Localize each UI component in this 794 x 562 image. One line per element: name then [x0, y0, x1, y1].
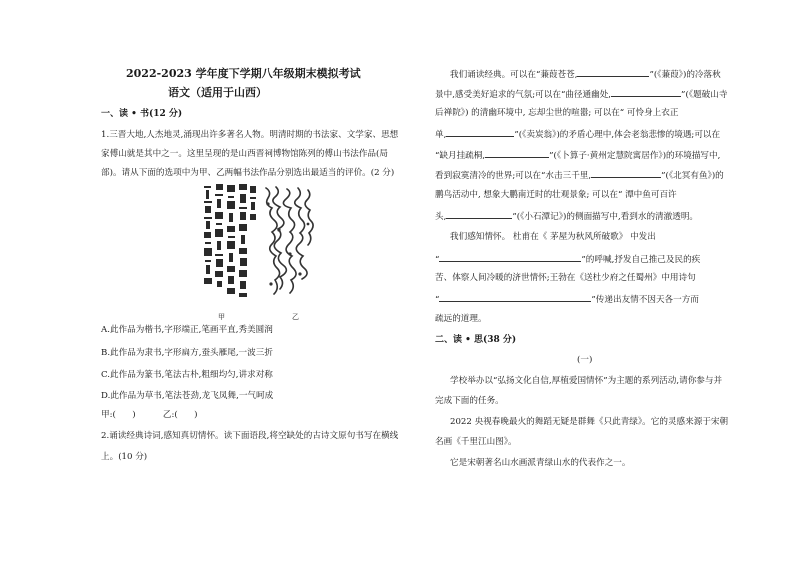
- fill-blank[interactable]: [446, 127, 514, 137]
- q1-line: 部)。请从下面的选项中为甲、乙两幅书法作品分别选出最适当的评价。(2 分): [101, 168, 395, 178]
- q1-option-c: C.此作品为篆书,笔法古朴,粗细均匀,讲求对称: [101, 370, 273, 380]
- task-line: 学校举办以“弘扬文化自信,厚植爱国情怀”为主题的系列活动,请你参与并: [450, 376, 723, 386]
- emotion-line: “ ”的呼喊,抒发自己推己及民的疾: [435, 252, 700, 266]
- poem-fill-line: “缺月挂疏桐, ”(《卜算子·黄州定慧院寓居作》)的环境描写中,: [435, 148, 720, 162]
- fill-blank[interactable]: [439, 292, 591, 302]
- emotion-line: 我们感知情怀。 杜甫在《 茅屋为秋风所破歌》 中发出: [450, 232, 656, 242]
- poem-fill-line: 我们诵读经典。可以在“蒹葭苍苍, ”(《蒹葭》)的冷落秋: [450, 67, 721, 81]
- calligraphy-jia-image: [202, 182, 258, 310]
- fill-blank[interactable]: [446, 209, 512, 219]
- task-line: 2022 央视春晚最火的舞蹈无疑是群舞《只此青绿》。它的灵感来源于宋朝: [450, 417, 729, 427]
- fill-blank[interactable]: [611, 87, 681, 97]
- q1-answer-line: 甲:( ) 乙:( ): [101, 410, 198, 420]
- poem-fill-line: 单, ”(《卖炭翁》)的矛盾心理中,体会老翁悲惨的境遇;可以在: [435, 127, 720, 141]
- section2-heading: 二、读 • 思(38 分): [435, 335, 517, 345]
- calligraphy-yi-image: [262, 184, 314, 312]
- caption-jia: 甲: [218, 313, 225, 321]
- caption-yi: 乙: [292, 313, 299, 321]
- fill-blank[interactable]: [577, 67, 649, 77]
- part-label: (一): [577, 355, 593, 365]
- fill-blank[interactable]: [591, 168, 661, 178]
- poem-fill-line: 景中,感受美好追求的气氛;可以在“曲径通幽处, ”(《题破山寺: [435, 87, 727, 101]
- emotion-line: “ ”传递出友情不因天各一方而: [435, 292, 699, 306]
- poem-fill-line: 看到寂寞清冷的世界;可以在“水击三千里, ”(《北冥有鱼》)的: [435, 168, 724, 182]
- fill-blank[interactable]: [485, 148, 549, 158]
- task-line: 完成下面的任务。: [435, 396, 504, 406]
- page-subtitle: 语文（适用于山西）: [168, 86, 267, 99]
- q1-option-d: D.此作品为草书,笔法苍劲,龙飞凤舞,一气呵成: [101, 391, 274, 401]
- fill-blank[interactable]: [439, 252, 581, 262]
- q2-line: 2.诵读经典诗词,感知真切情怀。读下面语段,将空缺处的古诗文原句书写在横线: [101, 431, 399, 441]
- task-line: 它是宋朝著名山水画派青绿山水的代表作之一。: [450, 458, 631, 468]
- q1-line: 家傅山就是其中之一。这里呈现的是山西晋祠博物馆陈列的傅山书法作品(局: [101, 149, 388, 159]
- q1-line: 1.三晋大地,人杰地灵,涌现出许多著名人物。明清时期的书法家、文学家、思想: [101, 130, 399, 140]
- poem-fill-line: 头, ”(《小石潭记》)的侧面描写中,看到水的清澈透明。: [435, 209, 698, 223]
- poem-fill-line: 鹏鸟活动中, 想象大鹏南迁时的壮观景象; 可以在“ 潭中鱼可百许: [435, 190, 677, 200]
- q1-option-a: A.此作品为楷书,字形端正,笔画平直,秀美圆润: [101, 325, 273, 335]
- page-title: 2022-2023 学年度下学期八年级期末模拟考试: [126, 67, 361, 80]
- q1-option-b: B.此作品为隶书,字形扁方,蚕头雁尾,一波三折: [101, 348, 273, 358]
- section1-heading: 一、读 • 书(12 分): [101, 109, 183, 119]
- emotion-line: 苦、体察人间冷暖的济世情怀;王勃在《送杜少府之任蜀州》中用诗句: [435, 273, 696, 283]
- emotion-line: 疏远的道理。: [435, 314, 487, 324]
- task-line: 名画《千里江山图》。: [435, 437, 517, 447]
- q2-line: 上。(10 分): [101, 452, 148, 462]
- poem-fill-line: 后禅院》) 的清幽环境中, 忘却尘世的喧嚣; 可以在“ 可怜身上衣正: [435, 108, 679, 118]
